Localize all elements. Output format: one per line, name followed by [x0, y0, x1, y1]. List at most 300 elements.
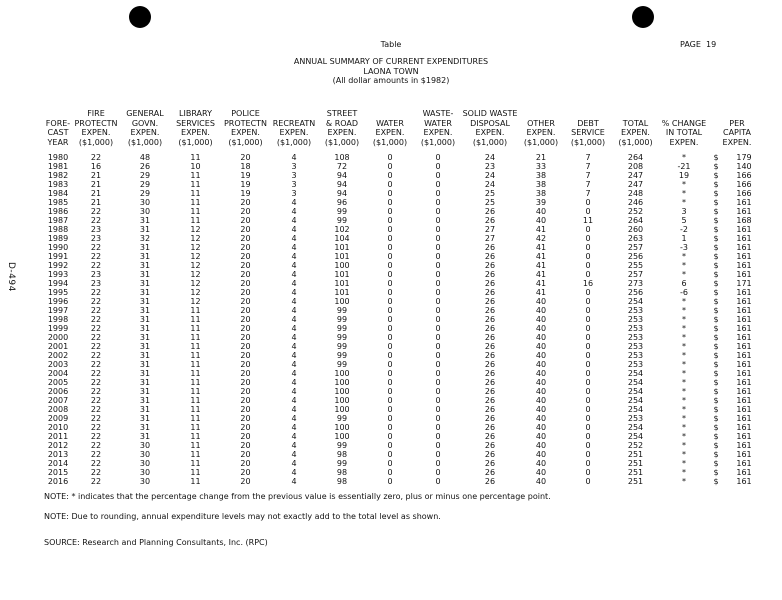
value-cell: 40	[535, 396, 547, 406]
table-row	[44, 243, 765, 252]
value-cell: 1	[681, 234, 687, 244]
value-cell: 11	[190, 477, 201, 487]
value-cell: 0	[435, 387, 441, 397]
value-cell: 42	[535, 234, 547, 244]
value-cell: *	[682, 378, 686, 388]
value-cell: 11	[190, 153, 201, 163]
value-cell: 0	[585, 261, 591, 271]
value-cell: 0	[585, 198, 591, 208]
value-cell: 31	[139, 288, 151, 298]
value-cell: 20	[240, 288, 251, 298]
value-cell: 24	[484, 171, 496, 181]
value-cell: 0	[435, 153, 441, 163]
value-cell: 7	[585, 189, 591, 199]
value-cell: -3	[680, 243, 688, 253]
value-cell: 100	[334, 387, 350, 397]
table-row	[44, 450, 765, 459]
value-cell: 4	[291, 387, 297, 397]
value-cell: *	[682, 333, 686, 343]
value-cell: 168	[736, 216, 752, 226]
dollar-sign: $	[713, 405, 719, 415]
value-cell: 30	[139, 207, 151, 217]
value-cell: 0	[387, 423, 393, 433]
column-header-line: EXPEN.	[231, 128, 260, 138]
table-row	[44, 360, 765, 369]
value-cell: 254	[627, 396, 644, 406]
value-cell: 25	[484, 198, 496, 208]
value-cell: 11	[190, 315, 201, 325]
value-cell: 12	[190, 225, 201, 235]
value-cell: 26	[484, 414, 496, 424]
table-row	[44, 288, 765, 297]
value-cell: 31	[139, 387, 151, 397]
value-cell: 11	[190, 423, 201, 433]
value-cell: 12	[190, 297, 201, 307]
value-cell: 20	[240, 423, 251, 433]
value-cell: 40	[535, 459, 547, 469]
value-cell: 161	[736, 207, 752, 217]
value-cell: 31	[139, 225, 151, 235]
value-cell: 3	[291, 189, 297, 199]
value-cell: 31	[139, 342, 151, 352]
value-cell: *	[682, 252, 686, 262]
value-cell: 161	[736, 288, 752, 298]
value-cell: 41	[535, 225, 547, 235]
value-cell: 251	[627, 459, 644, 469]
value-cell: 0	[387, 324, 393, 334]
value-cell: 161	[736, 234, 752, 244]
value-cell: 161	[736, 387, 752, 397]
column-header-line: SOLID WASTE	[462, 109, 518, 118]
value-cell: 0	[435, 414, 441, 424]
value-cell: 0	[585, 405, 591, 415]
value-cell: 40	[535, 342, 547, 352]
value-cell: 31	[139, 270, 151, 280]
value-cell: 22	[90, 342, 102, 352]
value-cell: 26	[484, 288, 496, 298]
column-header-line: DISPOSAL	[470, 118, 510, 128]
value-cell: 0	[387, 198, 393, 208]
dollar-sign: $	[713, 288, 719, 298]
value-cell: 108	[334, 153, 350, 163]
dollar-sign: $	[713, 324, 719, 334]
year-cell: 2006	[47, 387, 69, 397]
column-header-line: SERVICES	[176, 118, 215, 128]
value-cell: 7	[585, 180, 591, 190]
value-cell: 33	[535, 162, 547, 172]
value-cell: 4	[291, 414, 297, 424]
value-cell: 40	[535, 315, 547, 325]
value-cell: 40	[535, 351, 547, 361]
value-cell: *	[682, 342, 686, 352]
column-header	[518, 109, 564, 147]
year-cell: 1981	[47, 162, 69, 172]
value-cell: 22	[90, 468, 102, 478]
table-row	[44, 333, 765, 342]
value-cell: 11	[190, 216, 201, 226]
value-cell: 161	[736, 324, 752, 334]
value-cell: 3	[681, 207, 687, 217]
value-cell: 41	[535, 270, 547, 280]
note-zero-change: NOTE: * indicates that the percentage change from the previous value is essentially zero, plus or minus one percentage point.	[44, 492, 551, 501]
column-header-line: WASTE-	[422, 109, 454, 118]
value-cell: 0	[435, 423, 441, 433]
value-cell: 0	[387, 162, 393, 172]
value-cell: 4	[291, 207, 297, 217]
value-cell: 0	[387, 405, 393, 415]
table-row	[44, 306, 765, 315]
value-cell: 26	[484, 360, 496, 370]
value-cell: 0	[585, 468, 591, 478]
column-header-line: EXPEN.	[375, 128, 405, 138]
table-row	[44, 324, 765, 333]
value-cell: 0	[387, 180, 393, 190]
value-cell: 251	[627, 450, 644, 460]
value-cell: 0	[387, 468, 393, 478]
table-header	[44, 109, 765, 147]
value-cell: 0	[435, 225, 441, 235]
year-cell: 2007	[47, 396, 69, 406]
value-cell: 247	[627, 171, 644, 181]
source-line: SOURCE: Research and Planning Consultants, Inc. (RPC)	[44, 538, 268, 547]
year-cell: 1995	[47, 288, 69, 298]
value-cell: 40	[535, 207, 547, 217]
value-cell: 11	[190, 450, 201, 460]
value-cell: 104	[334, 234, 350, 244]
column-header-line: EXPEN.	[475, 128, 505, 138]
value-cell: 41	[535, 252, 547, 262]
value-cell: 31	[139, 216, 151, 226]
value-cell: 0	[585, 369, 591, 379]
value-cell: 31	[139, 297, 151, 307]
value-cell: 26	[484, 297, 496, 307]
value-cell: 3	[291, 180, 297, 190]
value-cell: 4	[291, 306, 297, 316]
value-cell: 12	[190, 270, 201, 280]
value-cell: 22	[90, 297, 102, 307]
title-line: LAONA TOWN	[363, 66, 419, 76]
value-cell: 4	[291, 459, 297, 469]
value-cell: 4	[291, 477, 297, 487]
value-cell: 252	[627, 207, 644, 217]
value-cell: 0	[585, 396, 591, 406]
value-cell: 31	[139, 351, 151, 361]
value-cell: 22	[90, 216, 102, 226]
value-cell: 21	[90, 198, 102, 208]
value-cell: 40	[535, 324, 547, 334]
value-cell: 20	[240, 225, 251, 235]
value-cell: 20	[240, 270, 251, 280]
value-cell: 0	[435, 378, 441, 388]
dollar-sign: $	[713, 396, 719, 406]
value-cell: 11	[190, 333, 201, 343]
value-cell: 100	[334, 405, 350, 415]
value-cell: 161	[736, 333, 752, 343]
value-cell: 16	[90, 162, 102, 172]
year-cell: 1991	[47, 252, 69, 262]
value-cell: 254	[627, 405, 644, 415]
value-cell: 30	[139, 477, 151, 487]
value-cell: 257	[627, 270, 644, 280]
value-cell: 11	[190, 405, 201, 415]
value-cell: 161	[736, 342, 752, 352]
value-cell: 26	[484, 351, 496, 361]
column-header-line: PROTECTN	[223, 118, 268, 128]
value-cell: 11	[190, 189, 201, 199]
value-cell: 20	[240, 396, 251, 406]
value-cell: 20	[240, 252, 251, 262]
value-cell: 0	[387, 315, 393, 325]
value-cell: 0	[435, 306, 441, 316]
value-cell: 161	[736, 252, 752, 262]
column-header-line: % CHANGE	[661, 118, 707, 128]
value-cell: 0	[387, 189, 393, 199]
value-cell: 0	[585, 360, 591, 370]
value-cell: 161	[736, 243, 752, 253]
column-header-line: DEBT	[577, 118, 599, 128]
value-cell: 0	[435, 324, 441, 334]
table-row	[44, 162, 765, 171]
value-cell: 161	[736, 198, 752, 208]
value-cell: 20	[240, 324, 251, 334]
value-cell: 4	[291, 243, 297, 253]
year-cell: 1993	[47, 270, 69, 280]
value-cell: 22	[90, 351, 102, 361]
column-header-line: GENERAL	[126, 109, 164, 118]
value-cell: 11	[582, 216, 594, 226]
value-cell: 0	[387, 441, 393, 451]
value-cell: 0	[387, 369, 393, 379]
value-cell: 0	[585, 342, 591, 352]
value-cell: 94	[336, 180, 348, 190]
value-cell: 12	[190, 234, 201, 244]
column-header-line: EXPEN.	[279, 128, 309, 138]
value-cell: 10	[190, 162, 201, 172]
value-cell: 20	[240, 306, 251, 316]
value-cell: 41	[535, 261, 547, 271]
dollar-sign: $	[713, 315, 719, 325]
year-cell: 1988	[47, 225, 69, 235]
value-cell: 161	[736, 477, 752, 487]
value-cell: 20	[240, 234, 251, 244]
value-cell: 11	[190, 441, 201, 451]
column-header-line: PER	[729, 118, 745, 128]
value-cell: 0	[435, 441, 441, 451]
value-cell: 40	[535, 216, 547, 226]
dollar-sign: $	[713, 477, 719, 487]
value-cell: *	[682, 441, 686, 451]
value-cell: 26	[139, 162, 151, 172]
value-cell: 0	[435, 207, 441, 217]
year-cell: 1994	[47, 279, 69, 289]
column-header-line: OTHER	[527, 118, 555, 128]
value-cell: 27	[484, 225, 496, 235]
value-cell: 11	[190, 180, 201, 190]
value-cell: 23	[90, 225, 102, 235]
value-cell: 0	[435, 405, 441, 415]
value-cell: 29	[139, 189, 151, 199]
value-cell: 31	[139, 378, 151, 388]
value-cell: 22	[90, 324, 102, 334]
dollar-sign: $	[713, 225, 719, 235]
value-cell: 31	[139, 396, 151, 406]
value-cell: 0	[435, 297, 441, 307]
value-cell: 40	[535, 441, 547, 451]
year-cell: 2013	[47, 450, 69, 460]
value-cell: 20	[240, 207, 251, 217]
value-cell: 40	[535, 387, 547, 397]
column-header-line: ($1,000)	[570, 137, 606, 147]
dollar-sign: $	[713, 252, 719, 262]
value-cell: 20	[240, 342, 251, 352]
column-header-line: YEAR	[47, 137, 69, 147]
value-cell: 179	[736, 153, 752, 163]
value-cell: 0	[387, 414, 393, 424]
value-cell: 16	[582, 279, 594, 289]
table-row	[44, 369, 765, 378]
value-cell: 247	[627, 180, 644, 190]
value-cell: 4	[291, 342, 297, 352]
value-cell: 0	[387, 387, 393, 397]
value-cell: 20	[240, 216, 251, 226]
value-cell: 31	[139, 306, 151, 316]
value-cell: 254	[627, 432, 644, 442]
dollar-sign: $	[713, 468, 719, 478]
value-cell: 22	[90, 387, 102, 397]
value-cell: 102	[334, 225, 350, 235]
value-cell: 94	[336, 171, 348, 181]
value-cell: 4	[291, 261, 297, 271]
value-cell: 0	[387, 396, 393, 406]
column-header-line: EXPEN.	[526, 128, 556, 138]
column-header-line: EXPEN.	[327, 128, 357, 138]
value-cell: 161	[736, 396, 752, 406]
table-row	[44, 216, 765, 225]
value-cell: 99	[336, 414, 348, 424]
table-row	[44, 207, 765, 216]
value-cell: 0	[387, 225, 393, 235]
column-header	[462, 109, 518, 147]
value-cell: 41	[535, 243, 547, 253]
value-cell: 23	[484, 162, 496, 172]
table-row	[44, 414, 765, 423]
column-header	[72, 109, 120, 147]
table-row	[44, 252, 765, 261]
table-row	[44, 279, 765, 288]
column-header-line: GOVN.	[131, 118, 159, 128]
value-cell: 260	[627, 225, 644, 235]
value-cell: 11	[190, 171, 201, 181]
value-cell: 22	[90, 414, 102, 424]
value-cell: 253	[627, 414, 644, 424]
value-cell: 166	[736, 171, 752, 181]
value-cell: 0	[585, 441, 591, 451]
value-cell: 4	[291, 423, 297, 433]
value-cell: 0	[435, 180, 441, 190]
value-cell: 101	[334, 252, 350, 262]
value-cell: 40	[535, 306, 547, 316]
value-cell: 161	[736, 306, 752, 316]
value-cell: 22	[90, 378, 102, 388]
value-cell: *	[682, 261, 686, 271]
column-header	[709, 109, 765, 147]
dollar-sign: $	[713, 243, 719, 253]
value-cell: 12	[190, 261, 201, 271]
year-cell: 1983	[47, 180, 69, 190]
value-cell: 11	[190, 378, 201, 388]
value-cell: 0	[585, 333, 591, 343]
value-cell: 254	[627, 369, 644, 379]
dollar-sign: $	[713, 297, 719, 307]
value-cell: *	[682, 369, 686, 379]
value-cell: 264	[627, 153, 644, 163]
column-header-line: STREET	[326, 109, 358, 118]
column-header	[318, 109, 366, 147]
dollar-sign: $	[713, 162, 719, 172]
value-cell: 0	[387, 378, 393, 388]
value-cell: 22	[90, 441, 102, 451]
year-cell: 1989	[47, 234, 69, 244]
table-row	[44, 225, 765, 234]
value-cell: 0	[585, 252, 591, 262]
value-cell: 0	[435, 342, 441, 352]
value-cell: 0	[435, 369, 441, 379]
column-header-line: EXPEN.	[621, 128, 650, 138]
value-cell: 4	[291, 198, 297, 208]
value-cell: 0	[435, 288, 441, 298]
value-cell: 39	[535, 198, 547, 208]
column-header-line: EXPEN.	[669, 137, 699, 147]
dollar-sign: $	[713, 342, 719, 352]
value-cell: 0	[435, 234, 441, 244]
value-cell: 26	[484, 342, 496, 352]
value-cell: 41	[535, 279, 547, 289]
value-cell: 26	[484, 459, 496, 469]
value-cell: 20	[240, 360, 251, 370]
value-cell: 11	[190, 369, 201, 379]
year-cell: 2003	[47, 360, 69, 370]
value-cell: 22	[90, 369, 102, 379]
column-header	[221, 109, 270, 147]
value-cell: 0	[585, 378, 591, 388]
value-cell: 40	[535, 432, 547, 442]
value-cell: *	[682, 189, 686, 199]
value-cell: 4	[291, 225, 297, 235]
year-cell: 1987	[47, 216, 69, 226]
value-cell: 22	[90, 288, 102, 298]
dollar-sign: $	[713, 459, 719, 469]
table-row	[44, 315, 765, 324]
value-cell: *	[682, 297, 686, 307]
page-number: PAGE 19	[680, 40, 717, 49]
value-cell: 140	[736, 162, 752, 172]
value-cell: 4	[291, 252, 297, 262]
value-cell: 40	[535, 423, 547, 433]
value-cell: 30	[139, 441, 151, 451]
value-cell: 11	[190, 351, 201, 361]
dollar-sign: $	[713, 171, 719, 181]
value-cell: 24	[484, 153, 496, 163]
dollar-sign: $	[713, 207, 719, 217]
value-cell: -21	[677, 162, 691, 172]
value-cell: 11	[190, 414, 201, 424]
value-cell: 0	[585, 270, 591, 280]
value-cell: 31	[139, 315, 151, 325]
value-cell: 11	[190, 387, 201, 397]
value-cell: 253	[627, 360, 644, 370]
value-cell: 0	[435, 171, 441, 181]
value-cell: 31	[139, 414, 151, 424]
